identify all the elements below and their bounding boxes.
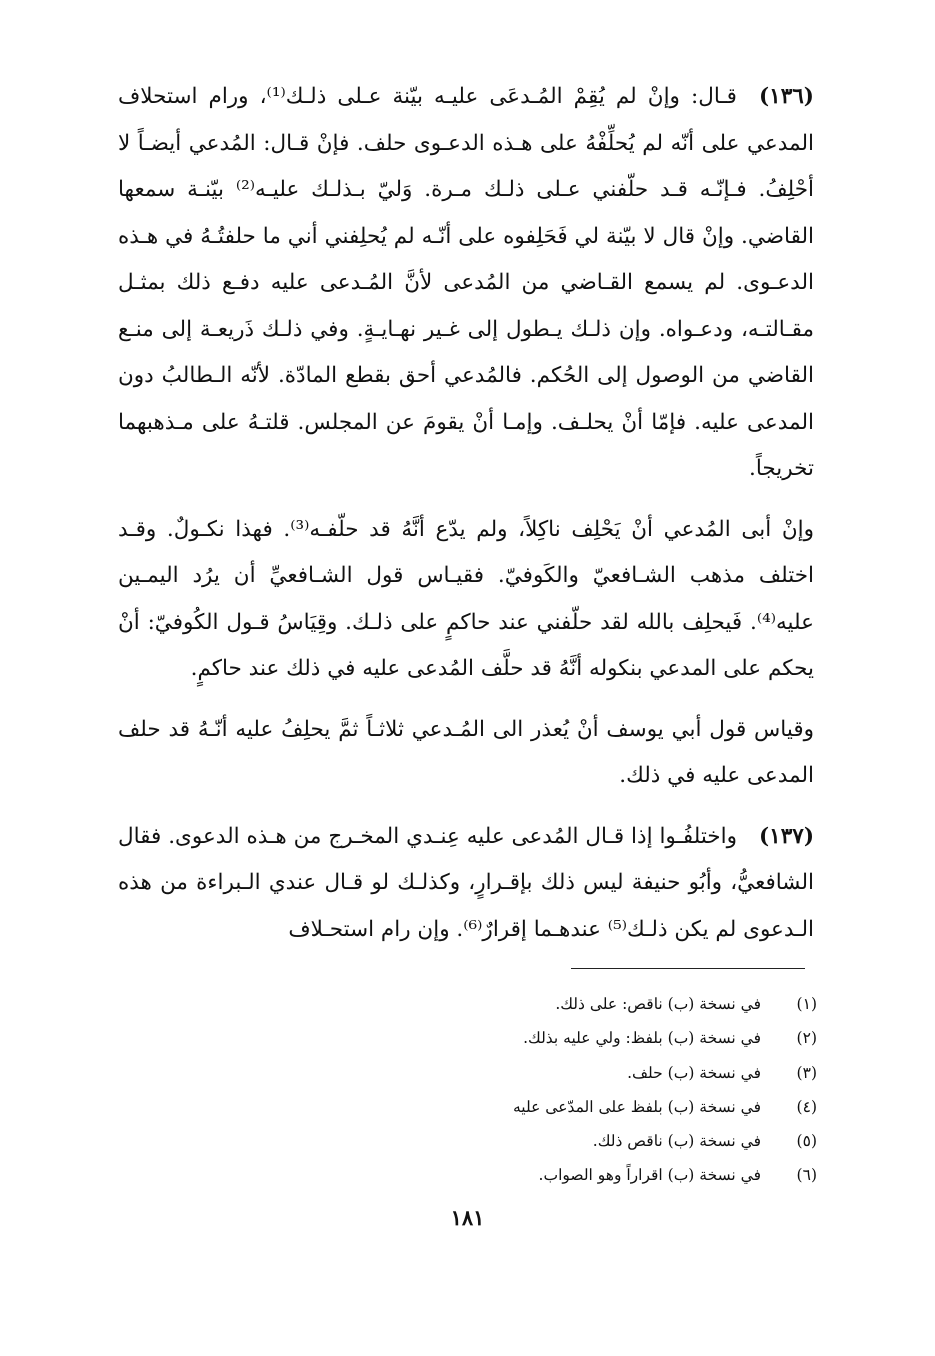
paragraph-text: وقياس قول أبي يوسف أنْ يُعذر الى المُـدعي ثلاثـاً ثمَّ يحلِفُ عليه أنّـهُ قد حلف المدعى عليه في ذلك. bbox=[118, 716, 814, 788]
paragraph-text: قـال: وإنْ لم يُقِمْ المُـدعَى عليـه بيّنة عـلى ذلـك⁽¹⁾، ورام استحلاف المدعي على أنّه لم يُحلِّفْهُ على هـذه الدعـوى حلف. فإنْ قـال: المُدعي أيضـاً لا أحْلِفُ. فـإنّـه قـد حلّفني عـلى ذلـك مـرة. وَليّ بـذلـك عليـه⁽²⁾ بيّنـة سمعها القاضي. وإنْ قال لا بيّنة لي فَحَلِفوه على أنّـه لم يُحلِفني أني ما حلفتُـهُ في هـذه الدعـوى. لم يسمع القـاضي من المُدعى لأنَّ المُـدعى عليه دفـع ذلك بمثـل مقـالتـه، ودعـواه. وإن ذلـك يـطول إلى غـير نهـايـةٍ. وفي ذلـك ذَريعـة إلى منـع القاضي من الوصول إلى الحُكم. فالمُدعي أحق بقطع المادّة. لأنّه الـطالبُ دون المدعى عليه. فإمّا أنْ يحلـف. وإمـا أنْ يقومَ عن المجلس. قلتـهُ على مـذهبهما تخريجاً. bbox=[118, 84, 815, 481]
page-number: ١٨١ bbox=[450, 1205, 485, 1230]
section-number: (١٣٦) bbox=[758, 84, 814, 109]
main-text bbox=[118, 74, 814, 953]
footnotes bbox=[257, 987, 817, 1193]
footnote-item bbox=[257, 1124, 817, 1158]
paragraph-text: واختلفُـوا إذا قـال المُدعى عليه عِنـدي المخـرج من هـذه الدعوى. فقال الشافعيُّ، وأبُو حنيفة ليس ذلك بإقـرارٍ، وكذلـك لو قـال عندي الـبراءة من هذه الـدعوى لم يكن ذلـك⁽⁵⁾ عندهـما إقرارٌ⁽⁶⁾. وإن رام استحـلاف bbox=[118, 823, 814, 942]
section-number: (١٣٧) bbox=[758, 823, 814, 849]
footnote-text: في نسخة (ب) بلفظ: ولي عليه بذلك. bbox=[523, 1029, 761, 1048]
footnote-divider bbox=[571, 968, 805, 969]
footnote-number: (٦) bbox=[796, 1166, 817, 1185]
footnote-number: (٣) bbox=[796, 1063, 817, 1082]
paragraph-refusal bbox=[118, 507, 814, 693]
footnote-text: في نسخة (ب) ناقص ذلك. bbox=[592, 1132, 761, 1151]
footnote-item bbox=[257, 1056, 817, 1090]
footnote-text: في نسخة (ب) بلفظ على المدّعى عليه bbox=[513, 1097, 761, 1116]
footnote-text: في نسخة (ب) ناقص: على ذلك. bbox=[555, 995, 761, 1013]
footnote-number: (٥) bbox=[796, 1132, 817, 1151]
footnote-item bbox=[257, 1090, 817, 1124]
footnote-item bbox=[257, 1021, 817, 1055]
paragraph-137 bbox=[118, 814, 814, 954]
footnote-number: (١) bbox=[796, 995, 817, 1013]
footnote-number: (٤) bbox=[796, 1097, 817, 1116]
paragraph-abu-yusuf bbox=[118, 707, 814, 800]
paragraph-text: وإنْ أبى المُدعي أنْ يَحْلِف ناكِلاً، ولم يدّع أنَّهُ قد حلّفـه⁽³⁾. فهذا نكـولٌ. وقـد اختلف مذهب الشـافعيّ والكَوفيّ. فقيـاس قول الشـافعيِّ أن يرُد اليمـين عليه⁽⁴⁾. فَيحلِف بالله لقد حلّفني عند حاكمٍ على ذلـك. وقِيَاسُ قـول الكُوفيّ: أنْ يحكم على المدعي بنكوله أنَّهُ قد حلَّف المُدعى عليه في ذلك عند حاكمٍ. bbox=[118, 516, 815, 681]
paragraph-136 bbox=[118, 74, 814, 493]
footnote-text: في نسخة (ب) حلف. bbox=[627, 1063, 761, 1082]
footnote-text: في نسخة (ب) اقراراً وهو الصواب. bbox=[538, 1166, 761, 1185]
footnote-item bbox=[257, 1158, 817, 1192]
footnote-number: (٢) bbox=[796, 1029, 817, 1048]
footnote-item bbox=[257, 987, 817, 1021]
